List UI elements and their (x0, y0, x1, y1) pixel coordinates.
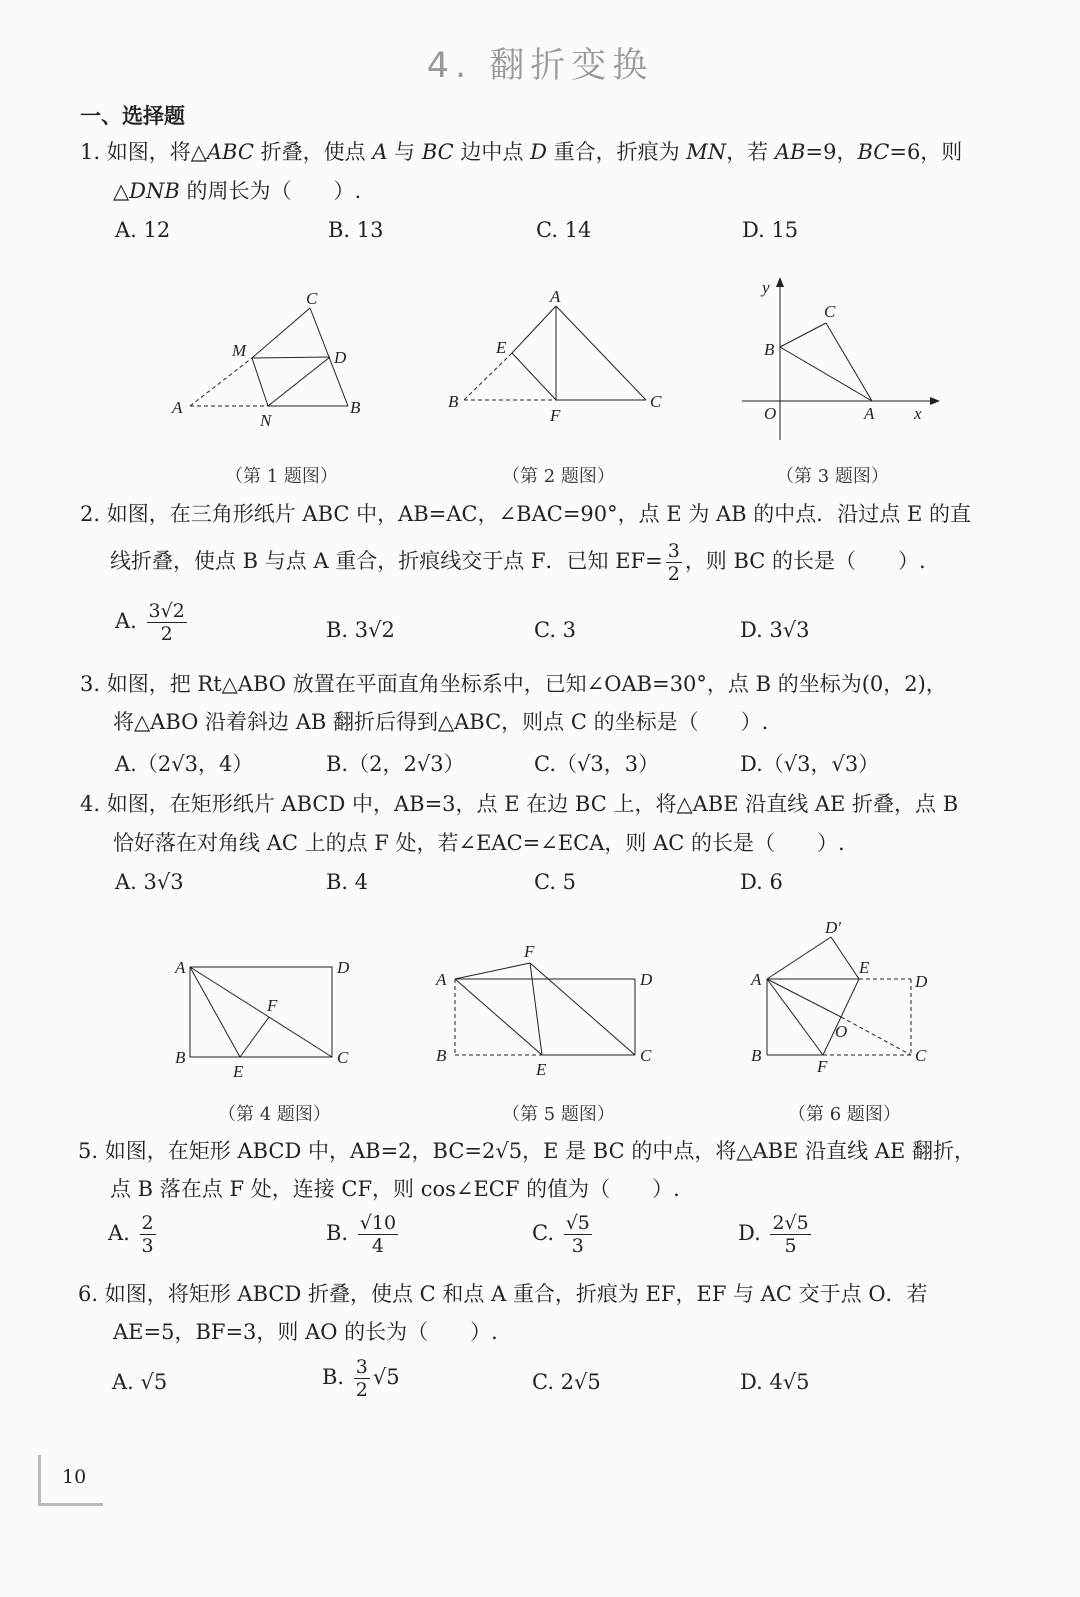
label-e: E (233, 1062, 244, 1081)
question-1-line-2 (113, 177, 361, 205)
q3-option-a[interactable]: A.（2√3，4） (115, 752, 254, 776)
q6-option-d[interactable]: D. 4√5 (740, 1370, 810, 1394)
numerator: √10 (359, 1212, 397, 1234)
label-a: A (550, 287, 561, 306)
q3-option-b[interactable]: B.（2，2√3） (326, 752, 465, 776)
text: 折叠，使点 (253, 140, 373, 164)
option-label: B. (326, 1221, 349, 1245)
dash-eb (464, 353, 512, 400)
question-4-line-1 (80, 790, 958, 818)
edge-nd (268, 357, 330, 406)
denominator: 3 (571, 1235, 584, 1257)
q4-option-c[interactable]: C. 5 (534, 870, 577, 894)
option-label: B. (322, 1365, 345, 1389)
edge-af (455, 963, 530, 979)
figure-3 (740, 275, 940, 445)
diag-ao (767, 979, 841, 1017)
text: 如图，将△ (106, 140, 207, 164)
fraction (140, 1212, 156, 1257)
fold-dash-am (190, 358, 252, 406)
figure-1 (160, 280, 380, 430)
numerator: 3 (667, 540, 680, 562)
label-b: B (751, 1046, 762, 1065)
label-n: N (260, 411, 272, 430)
edge-ba (780, 347, 872, 401)
q4-option-a[interactable]: A. 3√3 (115, 870, 184, 894)
label-c: C (640, 1046, 652, 1065)
text: AB (774, 140, 806, 164)
label-c: C (824, 302, 836, 321)
fraction (354, 1356, 370, 1401)
text: 线折叠，使点 B 与点 A 重合，折痕线交于点 F．已知 EF= (110, 549, 663, 573)
figure-6 (745, 915, 945, 1085)
page-title: 4. 翻折变换 (426, 46, 654, 86)
edge-fc (530, 963, 635, 1055)
label-a: A (864, 404, 875, 423)
label-b: B (350, 398, 361, 417)
question-number: 4. (80, 792, 101, 816)
label-d: D (334, 348, 347, 367)
q5-option-a[interactable] (108, 1212, 159, 1257)
label-d-prime: D′ (825, 918, 841, 937)
label-d: D (915, 972, 928, 991)
denominator: 2 (160, 623, 173, 645)
text: 如图，在三角形纸片 ABC 中，AB=AC，∠BAC=90°，点 E 为 AB 的中点．沿过点 E 的直 (106, 502, 971, 526)
text: DNB (129, 179, 180, 203)
edge-md (252, 357, 330, 358)
figure-2 (440, 280, 680, 430)
text: 边中点 (453, 140, 531, 164)
caption-fig-6: （第 6 题图） (788, 1104, 901, 1125)
diag-ac (190, 967, 332, 1057)
page-number: 10 (62, 1466, 87, 1488)
label-x: x (914, 404, 922, 423)
numerator: 2√5 (772, 1212, 809, 1234)
question-1-line-1 (80, 138, 962, 166)
q3-option-c[interactable]: C.（√3，3） (534, 752, 660, 776)
option-label: A. (115, 609, 137, 633)
label-b: B (764, 340, 775, 359)
crease-ef (512, 353, 556, 400)
q2-option-d[interactable]: D. 3√3 (740, 618, 810, 642)
option-label: D. (738, 1221, 761, 1245)
fraction (147, 600, 187, 645)
question-4-line-2: 恰好落在对角线 AC 上的点 F 处，若∠EAC=∠ECA，则 AC 的长是（ ）. (113, 831, 845, 855)
edge-ca (826, 323, 872, 401)
q4-option-d[interactable]: D. 6 (740, 870, 783, 894)
edge-fe (530, 963, 542, 1055)
numerator: 2 (141, 1212, 154, 1234)
text: BC (857, 140, 890, 164)
text: 如图，将矩形 ABCD 折叠，使点 C 和点 A 重合，折痕为 EF，EF 与 AC 交于点 O．若 (104, 1282, 928, 1306)
label-e: E (859, 958, 870, 977)
figure-4 (165, 945, 365, 1085)
edge-d-prime-e (831, 937, 859, 979)
q3-option-d[interactable]: D.（√3，√3） (740, 752, 880, 776)
label-a: A (436, 970, 447, 989)
question-number: 5. (78, 1139, 99, 1163)
label-f: F (524, 942, 535, 961)
text: A (372, 140, 388, 164)
label-f: F (267, 996, 278, 1015)
numerator: 3 (355, 1356, 368, 1378)
q2-option-b[interactable]: B. 3√2 (326, 618, 395, 642)
text: 如图，在矩形纸片 ABCD 中，AB=3，点 E 在边 BC 上，将△ABE 沿直线 AE 折叠，点 B (106, 792, 959, 816)
figure-5 (430, 935, 660, 1085)
y-arrow (776, 277, 784, 287)
caption-fig-1: （第 1 题图） (225, 466, 338, 487)
q1-option-c[interactable]: C. 14 (536, 218, 592, 242)
text: ，则 BC 的长是（ ）. (684, 549, 926, 573)
edge-ef (240, 1017, 269, 1057)
label-o: O (764, 404, 777, 423)
fraction (666, 540, 682, 585)
fraction (770, 1212, 810, 1257)
text: ，若 (726, 140, 775, 164)
label-f: F (817, 1057, 828, 1076)
q1-option-a[interactable]: A. 12 (115, 218, 171, 242)
text: MN (686, 140, 727, 164)
label-a: A (172, 398, 183, 417)
dash-oc (841, 1017, 911, 1055)
caption-fig-2: （第 2 题图） (502, 466, 615, 487)
crease-ae (190, 967, 240, 1057)
question-number: 2. (80, 502, 101, 526)
edge-ad-prime (767, 937, 831, 979)
fraction (564, 1212, 592, 1257)
q1-option-d[interactable]: D. 15 (742, 218, 799, 242)
q5-option-c[interactable] (532, 1212, 595, 1257)
q2-option-a[interactable] (115, 600, 190, 645)
edge-af (767, 979, 823, 1055)
text: BC (421, 140, 454, 164)
crease-mn (252, 358, 268, 406)
question-3-line-2: 将△ABO 沿着斜边 AB 翻折后得到△ABC，则点 C 的坐标是（ ）. (113, 710, 769, 734)
q4-option-b[interactable]: B. 4 (326, 870, 369, 894)
label-y: y (762, 278, 770, 297)
label-c: C (915, 1046, 927, 1065)
text: =9， (805, 140, 858, 164)
sqrt-term: √5 (372, 1365, 400, 1389)
option-label: A. (108, 1221, 130, 1245)
caption-fig-5: （第 5 题图） (502, 1104, 615, 1125)
label-d: D (337, 958, 350, 977)
question-2-line-2 (110, 540, 926, 585)
label-a: A (751, 970, 762, 989)
question-6-line-2: AE=5，BF=3，则 AO 的长为（ ）. (113, 1320, 498, 1344)
label-c: C (337, 1048, 349, 1067)
section-heading: 一、选择题 (80, 104, 185, 128)
caption-fig-4: （第 4 题图） (218, 1104, 331, 1125)
denominator: 2 (355, 1379, 368, 1401)
fraction (358, 1212, 398, 1257)
label-b: B (436, 1046, 447, 1065)
denominator: 4 (371, 1235, 384, 1257)
x-arrow (930, 397, 940, 405)
text: =6，则 (889, 140, 963, 164)
q6-option-b[interactable] (322, 1356, 400, 1401)
text: ABC (206, 140, 254, 164)
q5-option-b[interactable] (326, 1212, 401, 1257)
question-6-line-1 (78, 1280, 928, 1308)
question-number: 6. (78, 1282, 99, 1306)
label-c: C (650, 392, 662, 411)
q2-option-c[interactable]: C. 3 (534, 618, 577, 642)
label-e: E (536, 1060, 547, 1079)
crease-ae (455, 979, 542, 1055)
text: 如图，把 Rt△ABO 放置在平面直角坐标系中，已知∠OAB=30°，点 B 的坐标为(0，2)， (106, 672, 947, 696)
question-number: 1. (80, 140, 101, 164)
text: 如图，在矩形 ABCD 中，AB=2，BC=2√5，E 是 BC 的中点，将△ABE 沿直线 AE 翻折， (104, 1139, 975, 1163)
denominator: 3 (141, 1235, 154, 1257)
q6-option-c[interactable]: C. 2√5 (532, 1370, 601, 1394)
label-m: M (232, 341, 247, 360)
text: 与 (387, 140, 422, 164)
question-3-line-1 (80, 670, 947, 698)
question-5-line-1 (78, 1137, 975, 1165)
q1-option-b[interactable]: B. 13 (328, 218, 384, 242)
question-number: 3. (80, 672, 101, 696)
edge-mc (252, 308, 310, 358)
q6-option-a[interactable]: A. √5 (112, 1370, 168, 1394)
label-d: D (640, 970, 653, 989)
text: 重合，折痕为 (546, 140, 687, 164)
text: △ (113, 179, 130, 203)
edge-ae (512, 306, 556, 353)
label-b: B (448, 392, 459, 411)
label-e: E (496, 338, 507, 357)
edge-bc (780, 323, 826, 347)
text: D (530, 140, 547, 164)
edge-ac (556, 306, 646, 400)
label-a: A (175, 958, 186, 977)
numerator: 3√2 (148, 600, 185, 622)
option-label: C. (532, 1221, 554, 1245)
text: 的周长为（ ）. (179, 179, 362, 203)
label-o: O (835, 1022, 848, 1041)
question-5-line-2: 点 B 落在点 F 处，连接 CF，则 cos∠ECF 的值为（ ）. (110, 1177, 680, 1201)
q5-option-d[interactable] (738, 1212, 814, 1257)
label-f: F (550, 406, 561, 425)
label-b: B (175, 1048, 186, 1067)
question-2-line-1 (80, 500, 971, 528)
label-c: C (306, 289, 318, 308)
denominator: 5 (784, 1235, 797, 1257)
denominator: 2 (667, 563, 680, 585)
numerator: √5 (565, 1212, 590, 1234)
caption-fig-3: （第 3 题图） (776, 466, 889, 487)
